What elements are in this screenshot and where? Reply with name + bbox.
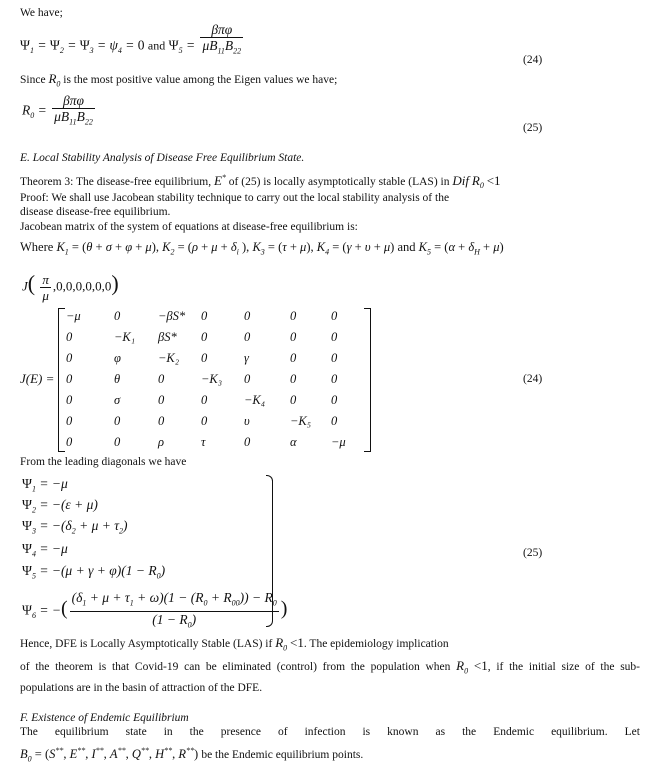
endemic-word: the: [189, 726, 204, 738]
matrix-cell: −μ: [331, 435, 346, 449]
matrix-cell: −K₃: [201, 372, 223, 386]
matrix-cell: 0: [114, 435, 121, 449]
hence-line: Hence, DFE is Locally Asymptotically Stable (LAS) if $R_0 <1$. The epidemiology implication: [20, 635, 449, 653]
endemic-word: infection: [304, 726, 346, 738]
section-f-heading: F. Existence of Endemic Equilibrium: [20, 712, 189, 724]
endemic-word: known: [387, 726, 419, 738]
endemic-word: the: [462, 726, 477, 738]
matrix-cell: 0: [331, 414, 338, 428]
endemic-word: state: [125, 726, 147, 738]
matrix-cell: −K₄: [244, 393, 266, 407]
matrix-cell: 0: [244, 330, 251, 344]
matrix-cell: −K₁: [114, 330, 136, 344]
endemic-word: Let: [624, 726, 640, 738]
line-since: Since $R_0$ is the most positive value among the Eigen values we have;: [20, 71, 338, 89]
equation-number-24b: (24): [523, 373, 543, 385]
matrix-cell: 0: [114, 309, 121, 323]
matrix-cell: υ: [244, 414, 250, 428]
right-brace: [266, 475, 273, 627]
matrix-cell: 0: [66, 351, 73, 365]
endemic-word: equilibrium.: [551, 726, 608, 738]
matrix-cell: βS*: [158, 330, 177, 344]
jacobean-line: Jacobean matrix of the system of equations at disease-free equilibrium is:: [20, 221, 358, 233]
matrix-cell: 0: [158, 414, 165, 428]
equation-number-24a: (24): [523, 54, 543, 66]
matrix-cell: θ: [114, 372, 121, 386]
matrix-cell: α: [290, 435, 297, 449]
matrix-cell: 0: [201, 351, 208, 365]
endemic-word: The: [20, 726, 38, 738]
matrix-label: J(E) =: [20, 371, 55, 386]
matrix-cell: σ: [114, 393, 121, 407]
matrix-cell: γ: [244, 351, 249, 365]
matrix-cell: 0: [201, 393, 208, 407]
matrix-cell: 0: [201, 330, 208, 344]
matrix-cell: 0: [244, 309, 251, 323]
jacobian-dfe-point: J( $\frac{\pi}{\mu}$ ,0,0,0,0,0,0): [22, 270, 119, 303]
equation-psi-values: $\Psi_1 = \Psi_2 = \Psi_3 = \psi_4 = 0$ and $\Psi_5$ = $\frac{\text{βπφ}}{\mu B_{11}B_{22}}$: [20, 22, 242, 56]
endemic-word: Endemic: [493, 726, 535, 738]
section-e-heading: E. Local Stability Analysis of Disease Free Equilibrium State.: [20, 152, 305, 164]
jacobian-matrix: [58, 308, 371, 450]
proof-line-1: Proof: We shall use Jacobean stability technique to carry out the local stability analysis of the: [20, 192, 450, 204]
matrix-cell: 0: [158, 372, 165, 386]
matrix-cell: 0: [158, 393, 165, 407]
endemic-line-1: [20, 725, 640, 739]
endemic-word: of: [277, 726, 288, 738]
matrix-cell: 0: [244, 435, 251, 449]
endemic-word: equilibrium: [54, 726, 109, 738]
where-definitions: Where $K_1 = (\theta + \sigma + \varphi + \mu)$, $K_2 = (\rho + \mu + \delta_i$ ), $K_3 = (\tau + \mu)$, $K_4 = (\gamma + \upsilon + \mu)$ and $K_5 = (\alpha + \delta_H + \mu)$: [20, 240, 504, 257]
endemic-line-2: $B_0 = (S^{**}$, E**, I**, A**, Q**, H**, R**) be the Endemic equilibrium points.: [20, 746, 364, 764]
matrix-cell: 0: [201, 309, 208, 323]
matrix-cell: φ: [114, 351, 121, 365]
matrix-cell: 0: [290, 330, 297, 344]
endemic-word: presence: [220, 726, 261, 738]
endemic-word: in: [163, 726, 173, 738]
equation-number-25b: (25): [523, 547, 543, 559]
matrix-cell: 0: [66, 372, 73, 386]
matrix-cell: 0: [66, 330, 73, 344]
matrix-cell: −βS*: [158, 309, 186, 323]
endemic-word: is: [362, 726, 371, 738]
matrix-cell: 0: [331, 309, 338, 323]
theorem-implication: of the theorem is that Covid-19 can be eliminated (control) from the population when $R_0 <1$, if the initial size of the sub-: [20, 658, 641, 676]
proof-line-2: disease disease-free equilibrium.: [20, 206, 171, 218]
matrix-cell: 0: [290, 309, 297, 323]
matrix-right-bracket: [364, 308, 371, 452]
matrix-cell: 0: [66, 414, 73, 428]
theorem-3: Theorem 3: The disease-free equilibrium, E* of (25) is locally asymptotically stable (LAS) in Dif $R_0 <1$: [20, 172, 501, 191]
matrix-cell: 0: [331, 372, 338, 386]
matrix-cell: 0: [331, 351, 338, 365]
matrix-cell: 0: [201, 414, 208, 428]
equation-r0: $R_0$ = $\frac{\text{βπφ}}{\mu B_{11}B_{22}}$: [22, 93, 93, 127]
matrix-cell: 0: [290, 351, 297, 365]
matrix-cell: ρ: [158, 435, 164, 449]
equation-number-25a: (25): [523, 122, 543, 134]
matrix-cell: 0: [290, 372, 297, 386]
matrix-cell: −K₅: [290, 414, 312, 428]
line-we-have: We have;: [20, 7, 63, 19]
matrix-cell: 0: [114, 414, 121, 428]
matrix-cell: 0: [66, 393, 73, 407]
endemic-word: as: [435, 726, 446, 738]
matrix-cell: 0: [66, 435, 73, 449]
matrix-cell: −μ: [66, 309, 81, 323]
matrix-cell: 0: [331, 330, 338, 344]
matrix-cell: 0: [290, 393, 297, 407]
matrix-cell: 0: [331, 393, 338, 407]
matrix-left-bracket: [58, 308, 65, 452]
population-line: populations are in the basin of attraction of the DFE.: [20, 682, 263, 694]
matrix-cell: −K₂: [158, 351, 180, 365]
matrix-cell: τ: [201, 435, 206, 449]
leading-diagonals: From the leading diagonals we have: [20, 456, 187, 468]
matrix-cell: 0: [244, 372, 251, 386]
